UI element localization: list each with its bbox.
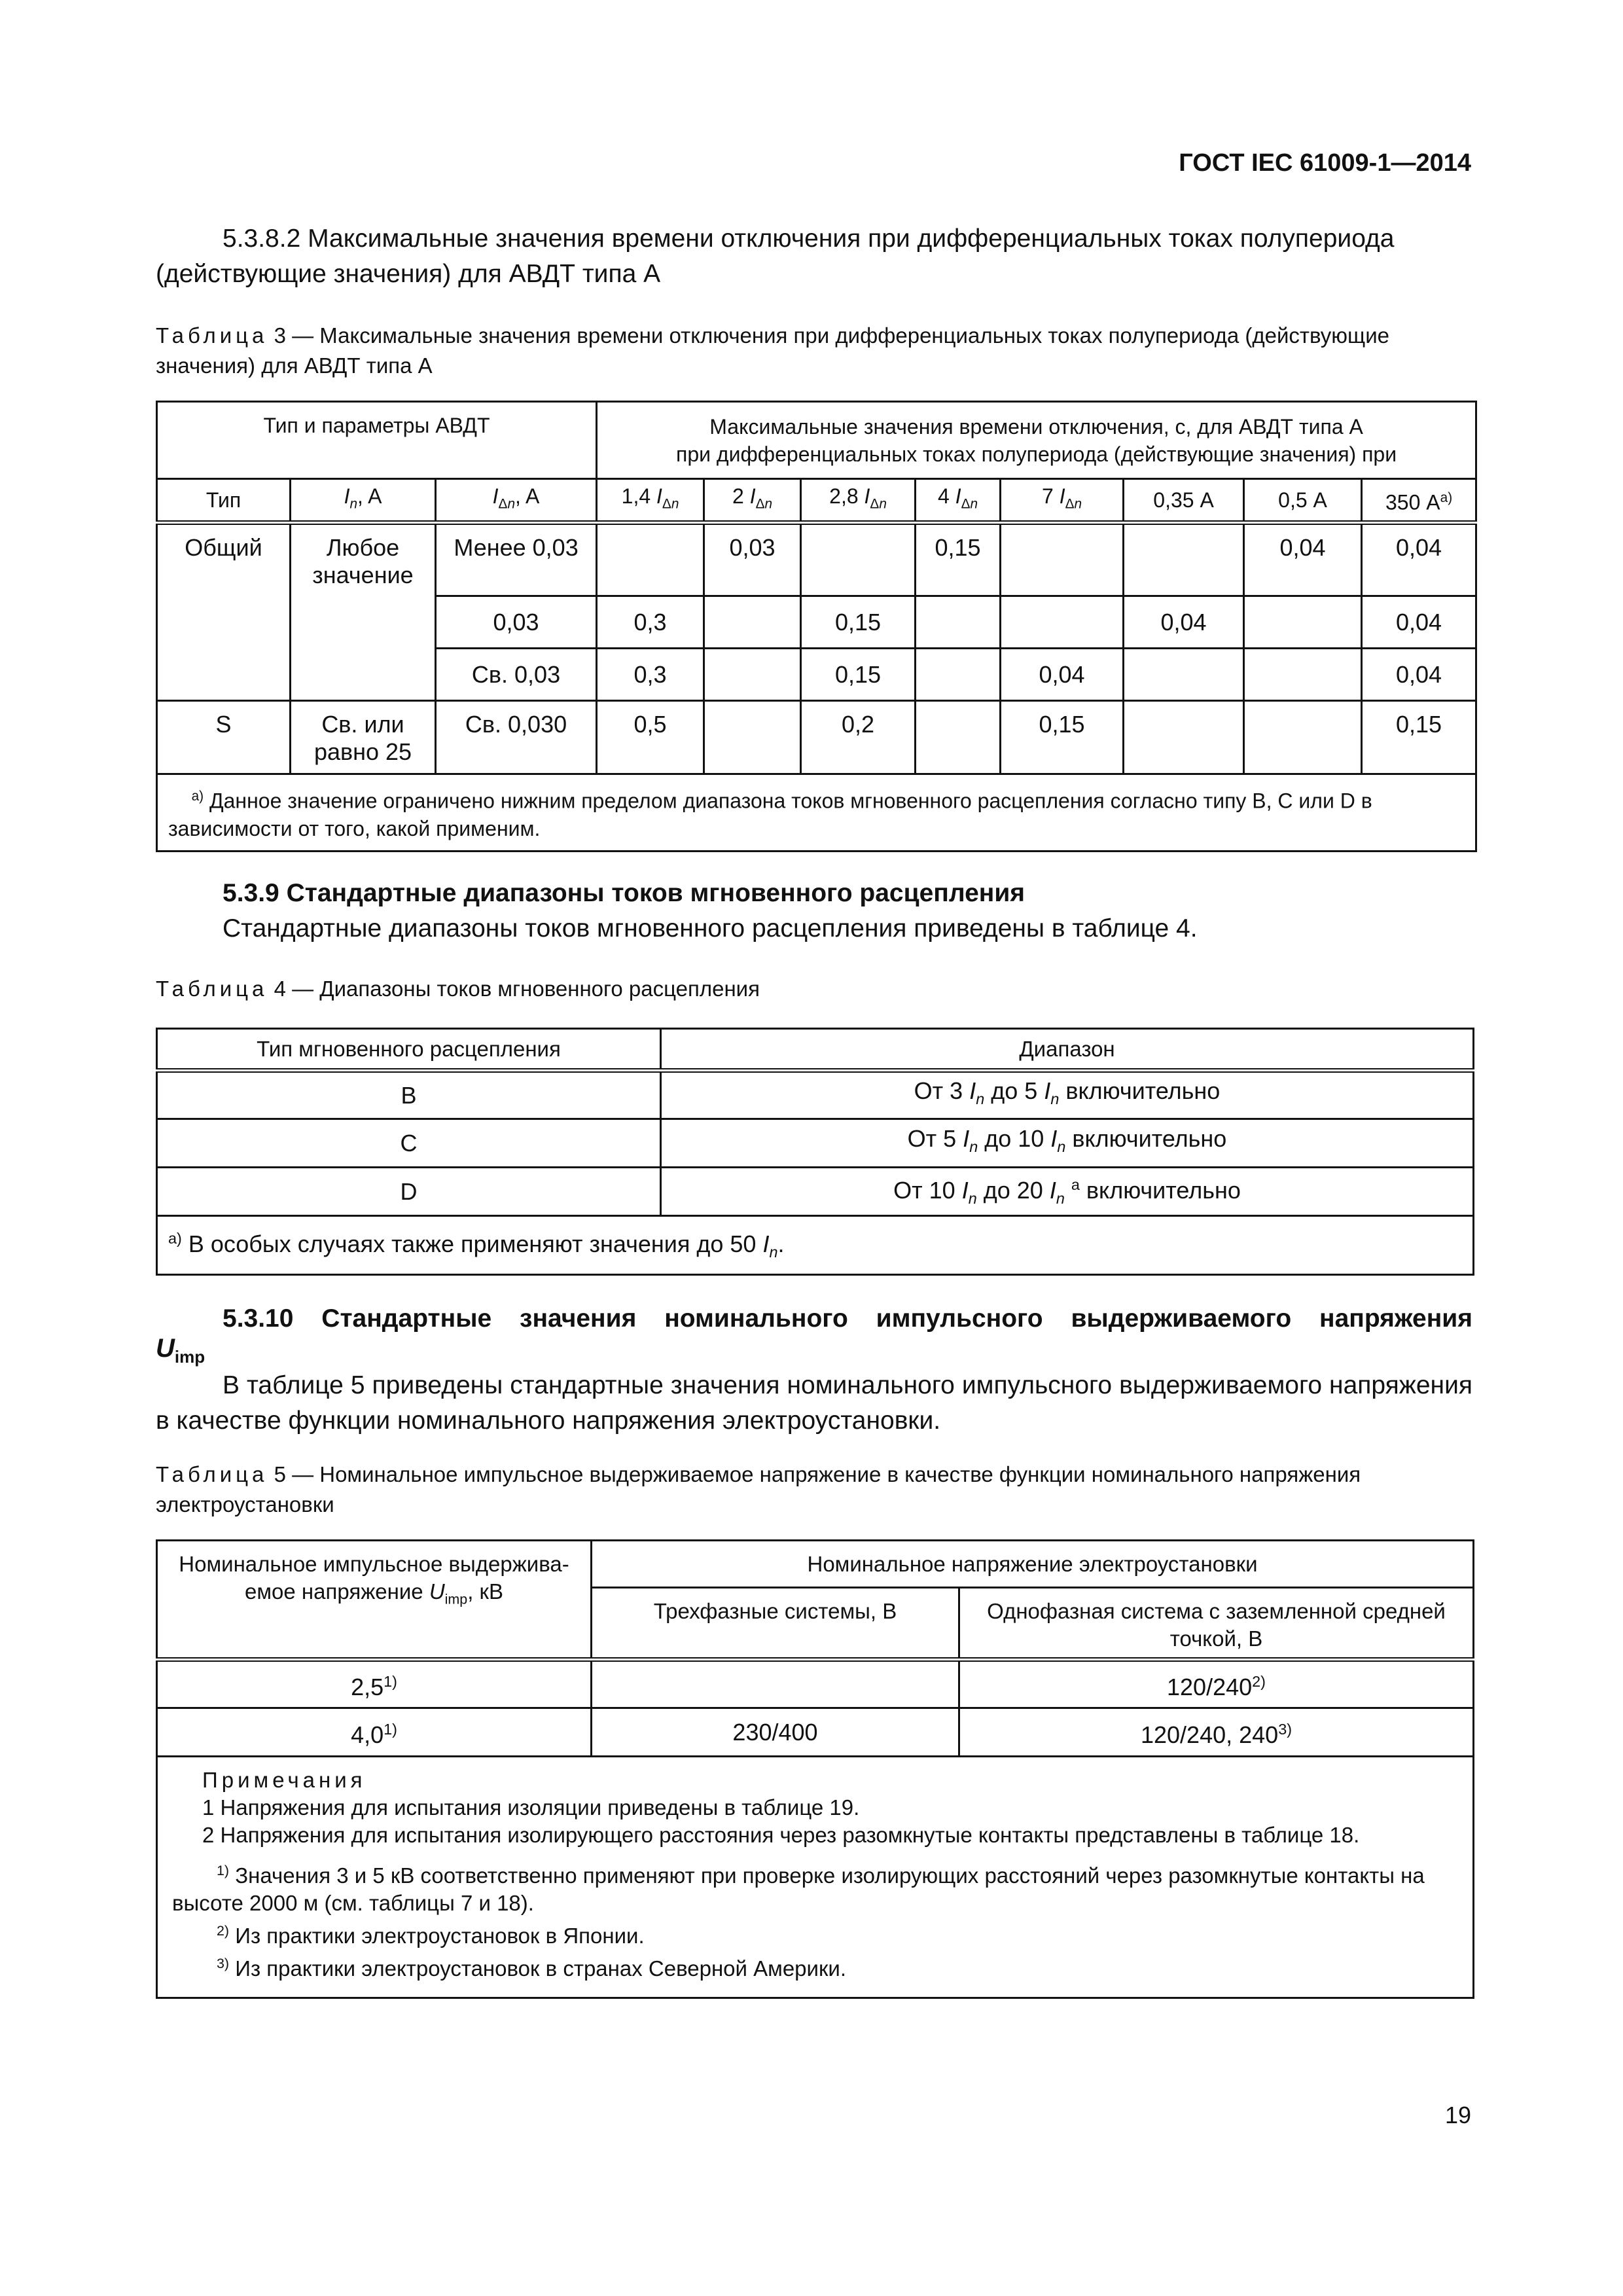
section-5382-text: 5.3.8.2 Максимальные значения времени отключения при дифференциальных токах полупериода (действующие значения) для АВДТ типа А xyxy=(156,224,1395,288)
table5-r1-single: 120/240$^{2)}$ xyxy=(959,1660,1474,1708)
table5-r1-three xyxy=(592,1660,959,1708)
table3-col-idn: $I_{\Delta n}$, A xyxy=(436,479,597,523)
table-4 xyxy=(156,1028,1474,1276)
table5-r2-single: 120/240, 240$^{3)}$ xyxy=(959,1708,1474,1757)
table3-cell: 0,15 xyxy=(801,596,916,649)
table3-cell xyxy=(1244,649,1362,701)
table3-cell: 0,04 xyxy=(1362,649,1476,701)
section-5310-symbol: $U_{imp}$ xyxy=(156,1334,205,1367)
table3-cell: 0,04 xyxy=(1244,523,1362,596)
table3-cell: 0,15 xyxy=(1001,701,1124,774)
table3-cell xyxy=(1244,596,1362,649)
table5-fn3: $^{3)}$ Из практики электроустановок в странах Северной Америки. xyxy=(217,1956,846,1981)
table3-col-4: 4 $I_{\Delta n}$ xyxy=(916,479,1001,523)
table3-cell xyxy=(916,596,1001,649)
table5-notes xyxy=(157,1757,1474,1998)
table3-cell: 0,04 xyxy=(1124,596,1244,649)
table3-cell xyxy=(916,649,1001,701)
table3-cell xyxy=(704,701,801,774)
table3-group-right-line2: при дифференциальных токах полупериода (действующие значения) при xyxy=(676,442,1397,466)
table5-note2: 2 Напряжения для испытания изолирующего расстояния через разомкнутые контакты представлены в таблице 18. xyxy=(202,1823,1360,1847)
section-539-text: Стандартные диапазоны токов мгновенного расцепления приведены в таблице 4. xyxy=(223,914,1198,942)
table3-cell xyxy=(1124,523,1244,596)
section-5310-text: В таблице 5 приведены стандартные значения номинального импульсного выдерживаемого напряжения в качестве функции номинального напряжения электроустановки. xyxy=(156,1371,1472,1435)
table4-row-type: D xyxy=(157,1168,661,1216)
table3-caption xyxy=(156,321,1471,381)
table3-footnote: $^{а)}$ Данное значение ограничено нижним пределом диапазона токов мгновенного расцепления согласно типу В, С или D в зависимости от того, какой применим. xyxy=(157,774,1476,852)
table3-cell xyxy=(801,523,916,596)
table3-col-type: Тип xyxy=(157,479,291,523)
table3-cell: 0,2 xyxy=(801,701,916,774)
table3-col-in: $I_n$, A xyxy=(291,479,436,523)
table3-group-right-line1: Максимальные значения времени отключения, с, для АВДТ типа А xyxy=(709,414,1363,439)
table3-col-035: 0,35 А xyxy=(1124,479,1244,523)
table4-head-type: Тип мгновенного расцепления xyxy=(157,1029,661,1071)
table3-cell xyxy=(1001,523,1124,596)
table3-cell: 0,5 xyxy=(597,701,704,774)
table4-head-range: Диапазон xyxy=(661,1029,1474,1071)
table3-col-7: 7 $I_{\Delta n}$ xyxy=(1001,479,1124,523)
table4-footnote: $^{а)}$ В особых случаях также применяют значения до 50 $I_n$. xyxy=(157,1216,1474,1275)
table3-cell: 0,04 xyxy=(1362,596,1476,649)
section-5310-title: 5.3.10 Стандартные значения номинального импульсного выдерживаемого напряжения xyxy=(223,1304,1472,1333)
table3-cell: 0,04 xyxy=(1001,649,1124,701)
table3-caption-label: Таблица xyxy=(156,323,268,348)
table3-group-right xyxy=(597,402,1476,479)
table3-cell: 0,3 xyxy=(597,596,704,649)
table3-r1-idn: Менее 0,03 xyxy=(436,523,597,596)
table4-caption: Таблица 4 — Диапазоны токов мгновенного расцепления xyxy=(156,977,760,1001)
table3-cell: 0,15 xyxy=(916,523,1001,596)
table5-note1: 1 Напряжения для испытания изоляции приведены в таблице 19. xyxy=(202,1795,860,1820)
section-539-title: 5.3.9 Стандартные диапазоны токов мгновенного расцепления xyxy=(223,879,1026,907)
table3-group-left: Тип и параметры АВДТ xyxy=(157,402,597,479)
table3-col-14: 1,4 $I_{\Delta n}$ xyxy=(597,479,704,523)
table3-caption-text: 3 — Максимальные значения времени отключения при дифференциальных токах полупериода (действующие значения) для АВДТ типа А xyxy=(156,323,1389,378)
document-header: ГОСТ IEC 61009-1—2014 xyxy=(1179,149,1471,177)
table3-cell xyxy=(1124,701,1244,774)
table3-cell xyxy=(704,649,801,701)
table4-row-range: От 10 $I_n$ до 20 $I_n$ $^а$ включительно xyxy=(661,1168,1474,1216)
table3-cell: 0,03 xyxy=(704,523,801,596)
table5-r1-u: 2,5$^{1)}$ xyxy=(157,1660,592,1708)
table3-cell xyxy=(1124,649,1244,701)
table3-r4-in: Св. или равно 25 xyxy=(291,701,436,774)
table3-cell xyxy=(597,523,704,596)
table5-head-left: Номинальное импульсное выдержива-емое напряжение $U_{imp}$, кВ xyxy=(157,1541,592,1660)
table3-r1-in: Любое значение xyxy=(291,523,436,701)
table5-fn1: $^{1)}$ Значения 3 и 5 кВ соответственно применяют при проверке изолирующих расстояний через разомкнутые контакты на высоте 2000 м (см. таблицы 7 и 18). xyxy=(172,1863,1425,1915)
table3-r4-type: S xyxy=(157,701,291,774)
table3-r2-idn: 0,03 xyxy=(436,596,597,649)
table5-r2-three: 230/400 xyxy=(592,1708,959,1757)
table5-head-group: Номинальное напряжение электроустановки xyxy=(592,1541,1474,1588)
table3-col-2: 2 $I_{\Delta n}$ xyxy=(704,479,801,523)
table5-fn2: $^{2)}$ Из практики электроустановок в Японии. xyxy=(217,1923,645,1948)
table3-cell xyxy=(704,596,801,649)
table3-col-28: 2,8 $I_{\Delta n}$ xyxy=(801,479,916,523)
table3-cell xyxy=(1001,596,1124,649)
table4-row-type: B xyxy=(157,1071,661,1119)
table3-cell xyxy=(1244,701,1362,774)
table4-row-type: C xyxy=(157,1119,661,1168)
table-5 xyxy=(156,1539,1474,1999)
table3-col-05: 0,5 А xyxy=(1244,479,1362,523)
table3-r1-type: Общий xyxy=(157,523,291,701)
table3-cell: 0,15 xyxy=(801,649,916,701)
table3-r4-idn: Св. 0,030 xyxy=(436,701,597,774)
table3-r3-idn: Св. 0,03 xyxy=(436,649,597,701)
table4-row-range: От 3 $I_n$ до 5 $I_n$ включительно xyxy=(661,1071,1474,1119)
table3-cell: 0,04 xyxy=(1362,523,1476,596)
table5-r2-u: 4,0$^{1)}$ xyxy=(157,1708,592,1757)
table5-caption: Таблица 5 — Номинальное импульсное выдерживаемое напряжение в качестве функции номинального напряжения электроустановки xyxy=(156,1462,1361,1516)
table-3 xyxy=(156,401,1477,852)
table3-cell: 0,15 xyxy=(1362,701,1476,774)
page-number: 19 xyxy=(1444,2102,1471,2128)
table3-cell xyxy=(916,701,1001,774)
table5-head-three: Трехфазные системы, В xyxy=(592,1588,959,1660)
table5-notes-head: Примечания xyxy=(202,1768,366,1792)
table5-head-single: Однофазная система с заземленной средней точкой, В xyxy=(959,1588,1474,1660)
table3-cell: 0,3 xyxy=(597,649,704,701)
table4-row-range: От 5 $I_n$ до 10 $I_n$ включительно xyxy=(661,1119,1474,1168)
table3-col-350: 350 $А^{а)}$ xyxy=(1362,479,1476,523)
